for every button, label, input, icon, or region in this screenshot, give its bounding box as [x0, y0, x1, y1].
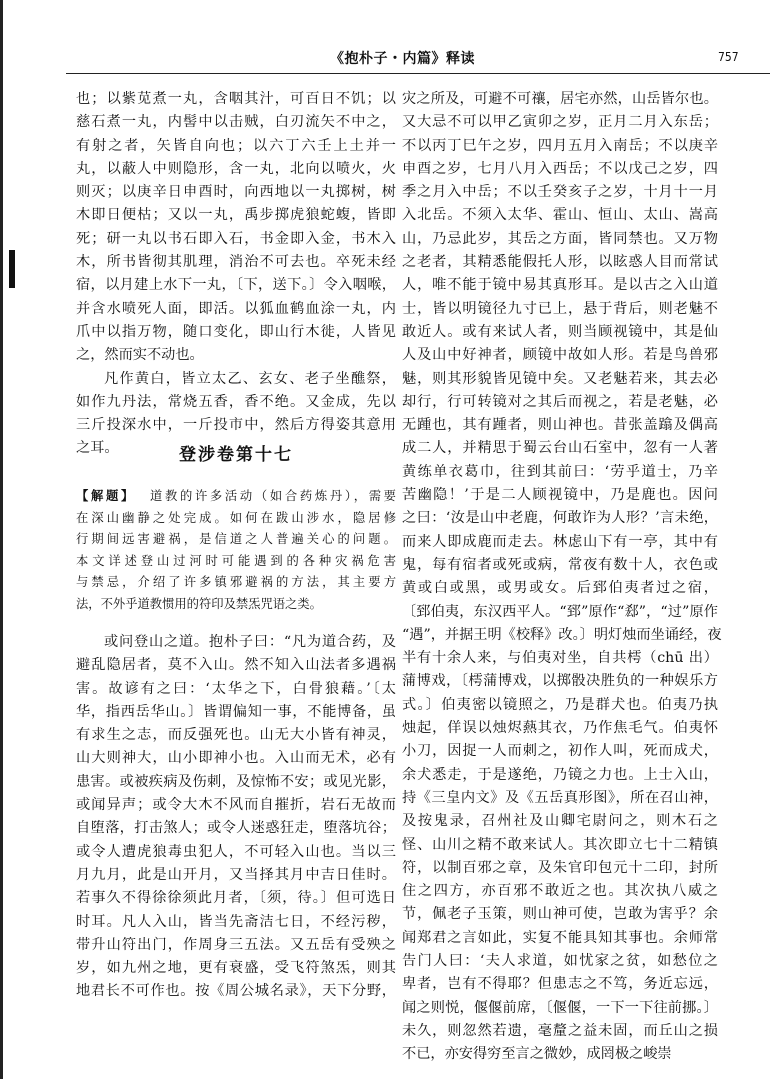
text-line: 时耳。凡人入山，皆当先斋洁七日，不经污秽， — [76, 913, 396, 930]
text-line: 人，唯不能于镜中易其真形耳。是以古之入山道 — [402, 277, 718, 294]
text-line: 之老者，其精悉能假托人形，以眩惑人目而常试 — [402, 254, 718, 271]
text-line: 避乱隐居者，莫不入山。然不知入山法者多遇祸 — [76, 657, 396, 674]
text-line: 或问登山之道。抱朴子曰：“凡为道合药，及 — [104, 634, 396, 650]
text-line: 黄练单衣葛巾，往到其前曰：‘劳乎道士，乃辛 — [402, 463, 718, 480]
text-line: 又大忌不可以甲乙寅卯之岁，正月二月入东岳； — [402, 114, 718, 131]
text-line: 患害。或被疾病及伤刺，及惊怖不安；或见光影， — [76, 773, 396, 790]
text-line: 人及山中好神者，顾镜中故如人形。若是鸟兽邪 — [402, 347, 718, 364]
text-line: 行期间远害避祸，是信道之人普遍关心的问题。 — [76, 532, 396, 547]
text-line: 无踵也，其有踵者，则山神也。昔张盖蹹及偶高 — [402, 417, 718, 434]
text-line: 慈石煮一丸，内髻中以击贼，白刃流矢不中之， — [76, 114, 396, 131]
chapter-body-paragraph — [76, 631, 396, 1004]
text-line: 有求生之志，而反强死也。山无大小皆有神灵， — [76, 727, 396, 744]
text-line: 或闻异声；或令大木不风而自摧折，岩石无故而 — [76, 797, 396, 814]
text-line: 与禁忌，介绍了许多镇邪避祸的方法，其主要方 — [76, 575, 396, 590]
text-line: 或令人遭虎狼毒虫犯人，不可轻入山也。当以三 — [76, 843, 396, 860]
text-line: 害。故谚有之曰：‘太华之下，白骨狼藉。’〔太 — [76, 680, 396, 697]
text-line: 月九月，此是山开月，又当择其月中吉日佳时。 — [76, 866, 396, 883]
text-line: 不已，亦安得穷至言之微妙，成罔极之峻崇 — [402, 1046, 672, 1063]
text-line: 怪、山川之精不敢来试人。其次即立七十二精镇 — [402, 836, 718, 853]
text-line: 季之月入中岳；不以壬癸亥子之岁，十月十一月 — [402, 184, 718, 201]
text-line: 而来人即成鹿而走去。林虑山下有一亭，其中有 — [402, 533, 718, 550]
left-column-top — [76, 88, 396, 461]
text-line: 地君长不可作也。按《周公城名录》，天下分野， — [76, 983, 396, 1000]
text-line: 之耳。 — [76, 440, 119, 457]
text-line: 节，佩老子玉策，则山神可使，岂敢为害乎？余 — [402, 906, 718, 923]
text-line: 爪中以指万物，随口变化，即山行木徙，人皆见 — [76, 323, 396, 340]
text-line: 闻郑君之言如此，实复不能具知其事也。余师常 — [402, 929, 718, 946]
text-line: 烛起，佯误以烛烬爇其衣，乃作焦毛气。伯夷怀 — [402, 720, 718, 737]
text-line: 死；研一丸以书石即入石，书金即入金，书木入 — [76, 230, 396, 247]
text-line: 华，指西岳华山。〕皆谓偏知一事，不能博备，虽 — [76, 703, 396, 720]
text-line: 未久，则忽然若遗，毫釐之益未固，而丘山之损 — [402, 1022, 718, 1039]
chapter-title: 登涉卷第十七 — [179, 445, 293, 465]
text-line: 之，然而实不动也。 — [76, 347, 204, 364]
text-line — [76, 486, 396, 508]
text-line: 住之四方，亦百邪不敢近之也。其次执八威之 — [402, 883, 718, 900]
header-rule-right — [466, 73, 770, 74]
text-line: 灾之所及，可避不可禳，居宅亦然，山岳皆尔也。 — [402, 91, 718, 107]
text-line: 山大则神大，山小即神小也。入山而无术，必有 — [76, 750, 396, 767]
text-line: 魅，则其形貌皆见镜中矣。又老魅若来，其去必 — [402, 370, 718, 387]
text-line: 入北岳。不须入太华、霍山、恒山、太山、嵩高 — [402, 207, 718, 224]
text-line: 及按鬼录，召州社及山卿宅尉问之，则木石之 — [402, 813, 718, 830]
text-line: 若事久不得徐徐须此月者，〔须，待。〕但可选日 — [76, 890, 396, 907]
right-column — [402, 88, 722, 1066]
text-line: 半有十余人来，与伯夷对坐，自共樗（chū 出） — [402, 650, 718, 667]
text-line: 自堕落，打击煞人；或令人迷惑狂走，堕落坑谷； — [76, 820, 396, 837]
intro-label: 【解题】 — [76, 489, 136, 503]
text-line: 之曰：‘汝是山中老鹿，何敢诈为人形？’言未绝， — [402, 510, 718, 527]
text-line: 式。〕伯夷密以镜照之，乃是群犬也。伯夷乃执 — [402, 696, 718, 713]
text-line: 卑者，岂有不得耶？但患志之不笃，务近忘远， — [402, 976, 718, 993]
text-line: 木，所书皆彻其肌理，消治不可去也。卒死未经 — [76, 254, 396, 271]
text-line: 却行，行可转镜对之其后而视之，若是老魅，必 — [402, 393, 718, 410]
text-line: 三斤投深水中，一斤投市中，然后方得姿其意用 — [76, 417, 396, 434]
paragraph-1 — [76, 88, 396, 368]
text-line: 不以丙丁巳午之岁，四月五月入南岳；不以庚辛 — [402, 137, 718, 154]
text-line: 黄或白或黑，或男或女。后郅伯夷者过之宿， — [402, 580, 718, 597]
chapter-body-left — [76, 631, 396, 1004]
text-line: 也；以紫苋煮一丸，含咽其汁，可百日不饥；以 — [76, 91, 396, 107]
right-column-text — [402, 88, 722, 1066]
text-line: 符，以制百邪之章，及朱官印包元十二印，封所 — [402, 859, 718, 876]
text-line: 士，皆以明镜径九寸已上，悬于背后，则老魅不 — [402, 300, 718, 317]
text-line: 〔郅伯夷，东汉西平人。“郅”原作“郄”，“过”原作 — [402, 603, 718, 620]
text-line: 木即日便枯；又以一丸，禹步掷虎狼蛇蝮，皆即 — [76, 207, 396, 224]
text-line: “遇”，并据王明《校释》改。〕明灯烛而坐诵经，夜 — [402, 626, 722, 643]
text-line: 如作九丹法，常烧五香，香不绝。又金成，先以 — [76, 393, 396, 410]
text-line: 申酉之岁，七月八月入西岳；不以戊己之岁，四 — [402, 160, 718, 177]
intro-first-line: 道教的许多活动（如合药炼丹），需要 — [149, 489, 396, 503]
text-line: 宿，以月建上水下一丸，〔下，送下。〕令入咽喉， — [76, 277, 396, 294]
page-number: 757 — [718, 50, 739, 64]
header-title: 《抱朴子・内篇》释读 — [330, 51, 475, 67]
text-line: 并含水喷死人面，即活。以狐血鹤血涂一丸，内 — [76, 300, 396, 317]
text-line: 余犬悉走，于是遂绝，乃镜之力也。上士入山， — [402, 766, 718, 783]
text-line: 山，乃忌此岁，其岳之方面，皆同禁也。又万物 — [402, 230, 718, 247]
margin-mark — [9, 250, 15, 288]
text-line: 有射之者，矢皆自向也；以六丁六壬上土并一 — [76, 137, 396, 154]
text-line: 告门人曰：‘夫人求道，如忧家之贫，如愁位之 — [402, 952, 718, 969]
intro-block — [76, 486, 396, 616]
text-line: 蒲博戏，〔樗蒲博戏，以掷骰决胜负的一种娱乐方 — [402, 673, 718, 690]
text-line: 苦幽隐！’于是二人顾视镜中，乃是鹿也。因问 — [402, 487, 718, 504]
intro-text — [76, 486, 396, 616]
text-line: 丸，以蔽人中则隐形，含一丸，北向以喷火，火 — [76, 160, 396, 177]
text-line: 法，不外乎道教惯用的符印及禁炁咒语之类。 — [76, 596, 322, 611]
text-line: 本文详述登山过河时可能遇到的各种灾祸危害 — [76, 553, 396, 568]
text-line: 成二人，并精思于蜀云台山石室中，忽有一人著 — [402, 440, 718, 457]
text-line: 鬼，每有宿者或死或病，常夜有数十人，衣色或 — [402, 556, 718, 573]
text-line: 岁，如九州之地，更有衰盛，受飞符煞炁，则其 — [76, 960, 396, 977]
text-line: 持《三皇内文》及《五岳真形图》，所在召山神， — [402, 789, 718, 806]
text-line: 在深山幽静之处完成。如何在跋山涉水，隐居修 — [76, 510, 396, 525]
header-rule — [66, 73, 466, 74]
text-line: 带升山符出门，作周身三五法。又五岳有受殃之 — [76, 936, 396, 953]
text-line: 敢近人。或有来试人者，则当顾视镜中，其是仙 — [402, 323, 718, 340]
text-line: 凡作黄白，皆立太乙、玄女、老子坐醮祭， — [104, 370, 396, 387]
text-line: 闻之则悦，偃偃前席，〔偃偃，一下一下往前挪。〕 — [402, 999, 718, 1016]
text-line: 则灭；以庚辛日申酉时，向西地以一丸掷树，树 — [76, 184, 396, 201]
page-left-edge — [0, 0, 3, 1079]
text-line: 小刀，因捉一人而刺之，初作人叫，死而成犬， — [402, 743, 718, 760]
